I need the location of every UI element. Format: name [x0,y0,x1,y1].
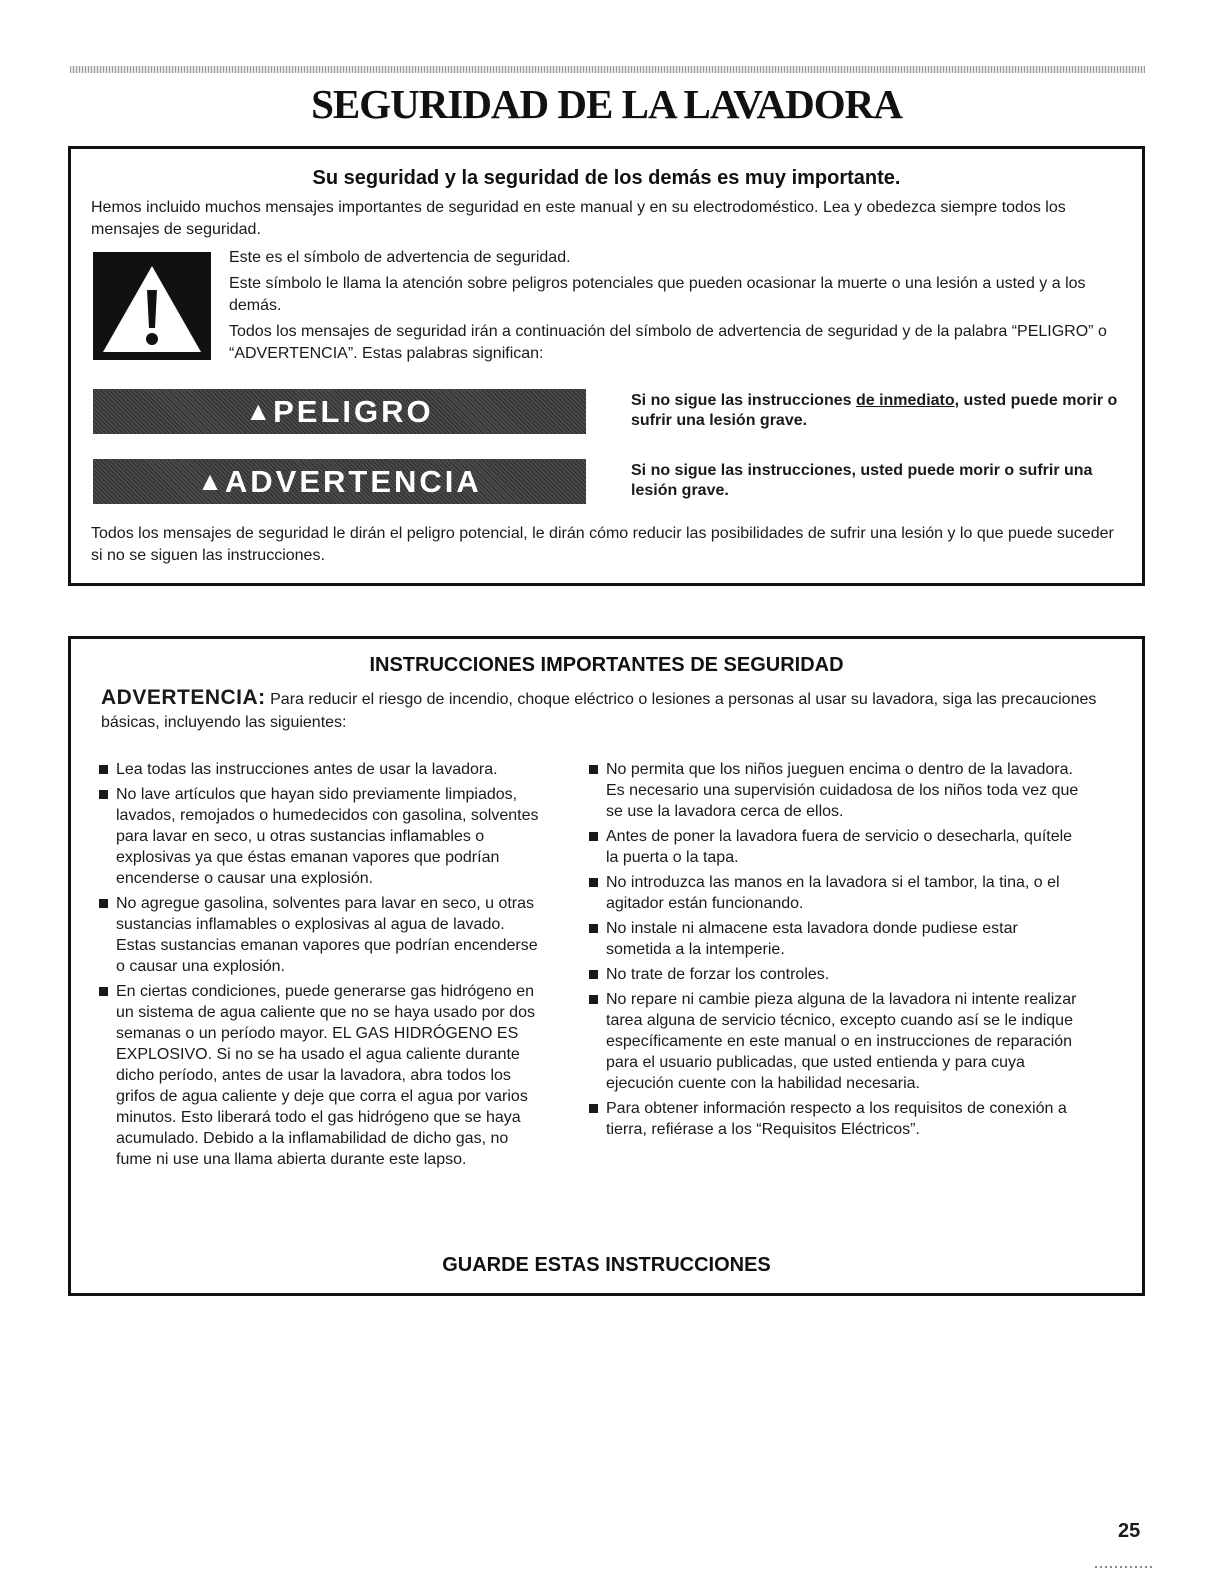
bullet-icon [589,1104,598,1113]
bullet-icon [589,970,598,979]
safety-box-heading: Su seguridad y la seguridad de los demás es muy importante. [312,167,901,189]
page-number: 25 [1118,1520,1141,1542]
instructions-heading: INSTRUCCIONES IMPORTANTES DE SEGURIDAD [369,654,844,676]
save-instructions-text: GUARDE ESTAS INSTRUCCIONES [442,1254,771,1276]
list-item: No introduzca las manos en la lavadora si el tambor, la tina, o el agitador están funcionando. [589,872,1079,914]
list-item: No lave artículos que hayan sido previamente limpiados, lavados, remojados o humedecidos con gasolina, solventes para lavar en seco, u otras sustancias inflamables o explosivas ya que éstas emanan vapores que podrían encenderse o causar una explosión. [99,784,539,889]
danger-symbol: ▲ [245,396,272,426]
bottom-rule [1095,1566,1155,1568]
list-item: No instale ni almacene esta lavadora donde pudiese estar sometida a la intemperie. [589,918,1079,960]
list-item: No agregue gasolina, solventes para lavar en seco, u otras sustancias inflamables o explosivas al agua de lavado. Estas sustancias emanan vapores que podrían encenderse o causar una explosión. [99,893,539,977]
warning-description: Si no sigue las instrucciones, usted puede morir o sufrir una lesión grave. [631,462,1093,499]
list-item: Para obtener información respecto a los requisitos de conexión a tierra, refiérase a los “Requisitos Eléctricos”. [589,1098,1079,1140]
list-item: No trate de forzar los controles. [589,964,1079,985]
instructions-warning [101,686,1111,734]
safety-outro: Todos los mensajes de seguridad le dirán el peligro potencial, le dirán cómo reducir las posibilidades de sufrir una lesión y lo que puede suceder si no se siguen las instrucciones. [91,525,1114,564]
bullet-icon [589,765,598,774]
bullet-icon [589,995,598,1004]
bullet-icon [99,899,108,908]
warning-triangle-icon [93,252,211,360]
bullet-icon [589,924,598,933]
instructions-warning-text: Para reducir el riesgo de incendio, choque eléctrico o lesiones a personas al usar su lavadora, siga las precauciones básicas, incluyendo las siguientes: [101,691,1097,731]
warning-symbol: ▲ [197,466,223,496]
danger-label: PELIGRO [273,393,434,429]
symbol-line-2: Este símbolo le llama la atención sobre peligros potenciales que pueden ocasionar la muerte o una lesión a usted y a los demás. [229,275,1086,314]
bullet-icon [99,765,108,774]
bullet-icon [589,878,598,887]
instructions-warning-label: ADVERTENCIA: [101,686,266,709]
list-item: No repare ni cambie pieza alguna de la lavadora ni intente realizar tarea alguna de servicio técnico, excepto cuando así se le indique específicamente en este manual o en instrucciones de reparación para el usuario publicadas, que usted entienda y para cuya ejecución cuente con la habilidad necesaria. [589,989,1079,1094]
list-item: Antes de poner la lavadora fuera de servicio o desecharla, quítele la puerta o la tapa. [589,826,1079,868]
safety-intro: Hemos incluido muchos mensajes importantes de seguridad en este manual y en su electrodoméstico. Lea y obedezca siempre todos los mensajes de seguridad. [91,199,1066,238]
bullet-icon [99,790,108,799]
bullet-icon [589,832,598,841]
top-rule [70,66,1145,73]
safety-box [68,146,1145,586]
list-item: No permita que los niños jueguen encima o dentro de la lavadora. Es necesario una supervisión cuidadosa de los niños toda vez que se use la lavadora cerca de ellos. [589,759,1079,822]
warning-label: ADVERTENCIA [224,463,482,499]
warning-banner [93,459,586,504]
page-title: SEGURIDAD DE LA LAVADORA [311,81,902,127]
list-item: Lea todas las instrucciones antes de usar la lavadora. [99,759,539,780]
instructions-right-list [589,759,1079,1144]
danger-description: Si no sigue las instrucciones de inmediato, usted puede morir o sufrir una lesión grave. [631,392,1118,429]
symbol-line-1: Este es el símbolo de advertencia de seguridad. [229,249,571,266]
symbol-line-3: Todos los mensajes de seguridad irán a continuación del símbolo de advertencia de seguridad y de la palabra “PELIGRO” o “ADVERTENCIA”. Estas palabras significan: [229,323,1107,362]
list-item: En ciertas condiciones, puede generarse gas hidrógeno en un sistema de agua caliente que no se haya usado por dos semanas o un período mayor. EL GAS HIDRÓGENO ES EXPLOSIVO. Si no se ha usado el agua caliente durante dicho período, antes de usar la lavadora, abra todos los grifos de agua caliente y deje que corra el agua por varios minutos. Esto liberará todo el gas hidrógeno que se haya acumulado. Debido a la inflamabilidad de dicho gas, no fume ni use una llama abierta durante este lapso. [99,981,539,1170]
danger-banner [93,389,586,434]
bullet-icon [99,987,108,996]
instructions-left-list [99,759,539,1174]
instructions-box [68,636,1145,1296]
